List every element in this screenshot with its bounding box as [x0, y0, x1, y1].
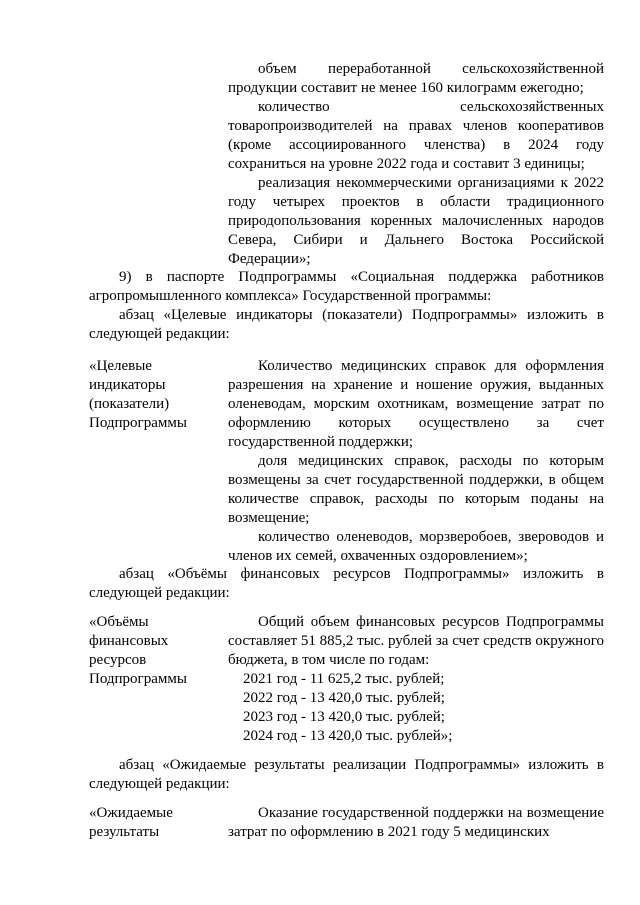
paragraph-nonprofit-projects: реализация некоммерческими организациями к 2022 году четырех проектов в области традиционного природопользования коренных малочисленных народов Севера, Сибири и Дальнего Востока Российской Федерации»;: [228, 175, 604, 267]
indicators-label-cell: [89, 357, 228, 566]
paragraph-processed-products: объем переработанной сельскохозяйственной продукции составит не менее 160 килограмм ежегодно;: [228, 61, 604, 96]
results-row: [89, 804, 604, 842]
section-9: [89, 268, 604, 344]
finance-year-2023: 2023 год - 13 420,0 тыс. рублей;: [243, 709, 445, 725]
indicators-content-cell: [228, 357, 604, 566]
section-9-indicators-instruction: абзац «Целевые индикаторы (показатели) Подпрограммы» изложить в следующей редакции:: [89, 307, 604, 342]
section-9-intro: 9) в паспорте Подпрограммы «Социальная поддержка работников агропромышленного комплекса» Государственной программы:: [89, 269, 604, 304]
finance-year-2024: 2024 год - 13 420,0 тыс. рублей»;: [243, 728, 453, 744]
results-instruction: абзац «Ожидаемые результаты реализации Подпрограммы» изложить в следующей редакции:: [89, 757, 604, 792]
paragraph-cooperatives: количество сельскохозяйственных товаропроизводителей на правах членов кооперативов (кроме ассоциированного членства) в 2024 году сохраниться на уровне 2022 года и составит 3 единицы;: [228, 99, 604, 172]
results-content-cell: [228, 804, 604, 842]
finance-instruction-block: [89, 565, 604, 603]
finance-content-cell: [228, 613, 604, 746]
indicators-row: [89, 357, 604, 566]
finance-instruction: абзац «Объёмы финансовых ресурсов Подпрограммы» изложить в следующей редакции:: [89, 566, 604, 601]
top-block: [228, 60, 604, 269]
results-label: «Ожидаемые результаты: [89, 805, 173, 840]
results-text: Оказание государственной поддержки на возмещение затрат по оформлению в 2021 году 5 медицинских: [228, 805, 604, 840]
finance-year-2022: 2022 год - 13 420,0 тыс. рублей;: [243, 690, 445, 706]
finance-row: [89, 613, 604, 746]
indicator-health-coverage: количество оленеводов, морзверобоев, звероводов и членов их семей, охваченных оздоровлением»;: [228, 529, 604, 564]
results-label-cell: [89, 804, 228, 842]
finance-label: «Объёмы финансовых ресурсов Подпрограммы: [89, 614, 187, 687]
finance-year-2021: 2021 год - 11 625,2 тыс. рублей;: [243, 671, 445, 687]
finance-intro: Общий объем финансовых ресурсов Подпрограммы составляет 51 885,2 тыс. рублей за счет средств окружного бюджета, в том числе по годам:: [228, 614, 604, 668]
indicator-certificates-share: доля медицинских справок, расходы по которым возмещены за счет государственной поддержки, в общем количестве справок, расходы по которым поданы на возмещение;: [228, 453, 604, 526]
indicator-medical-certificates: Количество медицинских справок для оформления разрешения на хранение и ношение оружия, выданных оленеводам, морским охотникам, возмещение затрат по оформлению которых осуществлено за счет государственной поддержки;: [228, 358, 604, 450]
finance-label-cell: [89, 613, 228, 746]
results-instruction-block: [89, 756, 604, 794]
indicators-label: «Целевые индикаторы (показатели) Подпрограммы: [89, 358, 187, 431]
